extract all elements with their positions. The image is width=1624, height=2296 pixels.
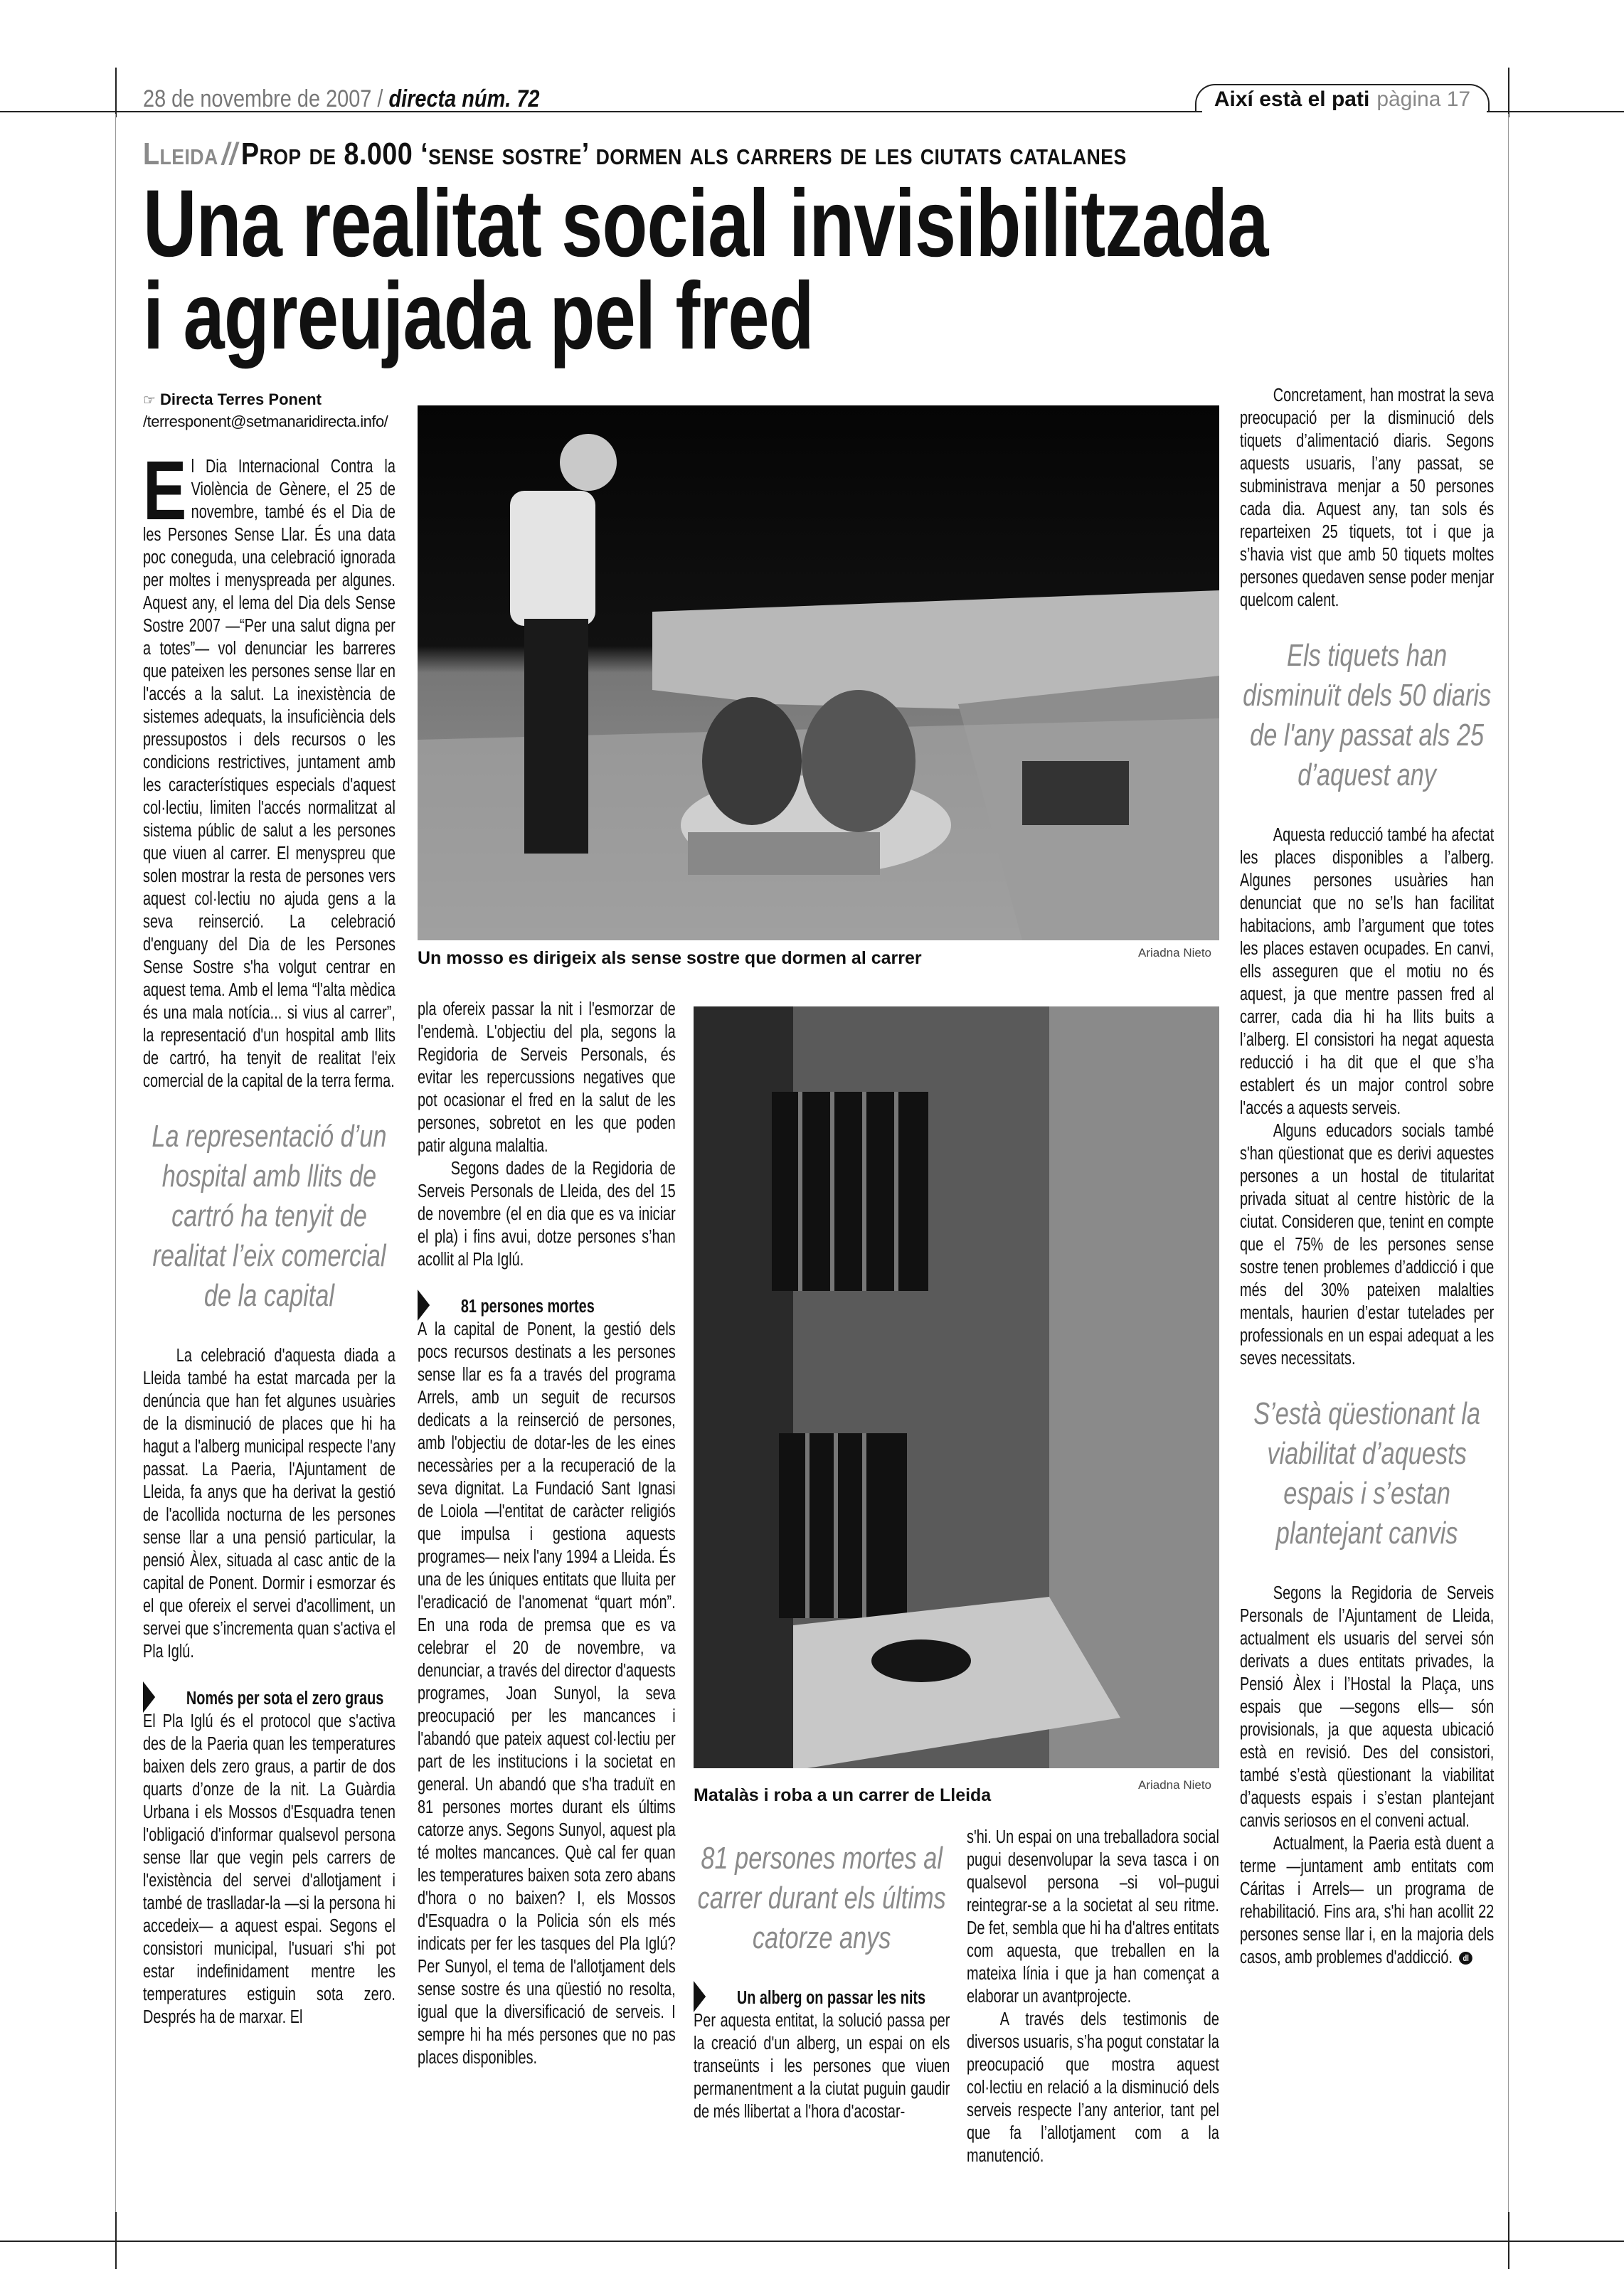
hand-pointer-icon: ☞ [143,393,156,408]
photo-caption: Un mosso es dirigeix als sense sostre que dormen al carrer [418,948,922,968]
body-paragraph: Segons la Regidoria de Serveis Personals de l’Ajuntament de Lleida, actualment els usuaris del servei són derivats a dues entitats privades, la Pensió Àlex i l’Hostal la Plaça, uns espais que —segons ells— són provisionals, ja que aquesta ubicació està en revisió. Des del consistori, també s’està qüestionant la viabilitat d’aquests espais i s’estan plantejant canvis seriosos en el conveni actual. [1240,1583,1495,1831]
body-paragraph: Concretament, han mostrat la seva preocupació per la disminució dels tiquets d’alimentació diaris. Segons aquests usuaris, l’any passat, se subministrava menjar a 50 persones cada dia. Aquest any, tan sols és reparteixen 25 tiquets, tot i que ja s’havia vist que amb 50 tiquets moltes persones quedaven sense poder menjar quelcom calent. [1240,386,1495,610]
body-paragraph: Per aquesta entitat, la solució passa per la creació d'un alberg, un espai on els transeünts i les persones que viuen permanentment a la ciutat puguin gaudir de més llibertat a l'hora d'acostar- [694,2011,950,2122]
header-rule [1487,111,1624,112]
body-paragraph: pla ofereix passar la nit i l'esmorzar de l'endemà. L'objectiu del pla, segons la Regidoria de Serveis Personals, és evitar les repercussions negatives que pot ocasionar el fred en la salut de les persones, sobretot en les que poden patir alguna malaltia. [418,999,676,1156]
section-tab [1195,84,1490,112]
crop-mark [115,68,117,117]
kicker-text: Prop de 8.000 ‘sense sostre’ dormen als carrers de les ciutats catalanes [240,137,1127,171]
article-column-4 [967,1826,1219,2167]
page-number: pàgina 17 [1376,87,1471,111]
headline [143,171,1268,369]
crop-mark [1508,2212,1509,2269]
body-paragraph: El Dia Internacional Contra la Violència de Gènere, el 25 de novembre, també és el Dia de les Persones Sense Llar. És una data poc coneguda, una celebració ignorada per moltes i menyspreada per algunes. Aquest any, el lema del Dia dels Sense Sostre 2007 —“Per una salut digna per a totes”— vol denunciar les barreres que pateixen les persones sense llar en l'accés a la salut. La inexistència de sistemes adequats, la insuficiència dels pressupostos i dels recursos o les condicions restrictives, juntament amb les característiques especials d'aquest col·lectiu, limiten l'accés normalitzat al sistema públic de salut a les persones que viuen al carrer. El menyspreu que solen mostrar la resta de persones vers aquest col·lectiu no ajuda gens a la seva reinserció. La celebració d'enguany del Dia de les Persones Sense Sostre s'ha volgut centrar en aquest tema. Amb el lema “l'alta mèdica és una mala notícia... si vius al carrer”, la representació d'un hospital amb llits de cartró, ha tenyit de realitat l'eix comercial de la capital de la terra ferma. [143,444,396,1091]
article-column-2 [418,998,676,2069]
right-margin-line [1508,114,1509,2219]
body-paragraph: La celebració d'aquesta diada a Lleida també ha estat marcada per la denúncia que han fet algunes usuàries de la disminució de places que hi ha hagut a l'alberg municipal respecte l'any passat. La Paeria, l'Ajuntament de Lleida, fa anys que ha derivat la gestió de l'acollida nocturna de les persones sense llar a una pensió particular, la pensió Àlex, situada al casc antic de la capital de Ponent. Dormir i esmorzar és el que ofereix el servei d'acolliment, un servei que s’incrementa quan s'activa el Pla Iglú. [143,1346,396,1662]
left-margin-line [115,114,116,2219]
byline-email[interactable]: /terresponent@setmanaridirecta.info/ [143,413,388,430]
body-paragraph: A través dels testimonis de diversos usuaris, s’ha pogut constatar la preocupació que mostra aquest col·lectiu en relació a la disminució dels serveis respecte l’any anterior, tant pel que fa l’allotjament com a la manutenció. [967,2009,1219,2166]
triangle-bullet-icon [694,1981,706,2012]
photo-credit: Ariadna Nieto [1138,946,1212,960]
crop-mark [1508,68,1509,117]
drop-cap: E [143,444,187,538]
body-paragraph: Aquesta reducció també ha afectat les places disponibles a l’alberg. Algunes persones usuàries han denunciat que no se’ls han facilitat habitacions, amb l’argument que totes les places estaven ocupades. En canvi, ells asseguren que el motiu no és aquest, ja que mentre passen fred al carrer, cada dia hi ha llits buits a l’alberg. El consistori ha negat aquesta reducció i ha dit que el que s’ha establert és un major control sobre l'accés a aquests serveis. [1240,825,1495,1118]
crop-mark [115,2212,117,2269]
subheading: Només per sota el zero graus [143,1687,396,1710]
issue-number: directa núm. 72 [388,85,540,112]
byline [143,389,388,432]
triangle-bullet-icon [418,1290,430,1321]
headline-line-2: i agreujada pel fred [143,263,814,369]
byline-author: Directa Terres Ponent [159,390,322,408]
photo-police-homeless [418,405,1219,940]
issue-date: 28 de novembre de 2007 / [143,85,383,112]
pull-quote: La representació d’un hospital amb llits de cartró ha tenyit de realitat l’eix comercial de la capital [152,1119,387,1313]
body-paragraph: Actualment, la Paeria està duent a terme —juntament amb entitats com Cáritas i Arrels— un programa de rehabilitació. Fins ara, s'hi han acollit 22 persones sense llar i, en la majoria dels casos, amb problemes d'addicció. dl [1240,1834,1495,1967]
issue-info [143,85,539,113]
footer-rule [0,2241,1624,2242]
body-paragraph: s'hi. Un espai on una treballadora social pugui desenvolupar la seva tasca i on qualsevol persona –si vol–pugui reintegrar-se a la societat al seu ritme. De fet, sembla que hi ha d'altres entitats com aquesta, que treballen en la mateixa línia i que ja han començat a elaborar un avantprojecte. [967,1827,1219,2007]
triangle-bullet-icon [143,1681,155,1713]
kicker [143,137,1127,172]
section-name: Així està el pati [1214,87,1370,111]
pull-quote: 81 persones mortes al carrer durant els últims catorze anys [697,1841,946,1955]
body-paragraph: El Pla Iglú és el protocol que s'activa des de la Paeria quan les temperatures baixen dels zero graus, a partir de dos quarts d’onze de la nit. La Guàrdia Urbana i els Mossos d'Esquadra tenen l'obligació d'informar qualsevol persona sense llar que vegin pels carrers de l'existència del servei d'allotjament i també de traslladar-la —si la persona hi accedeix— a aquest espai. Segons el consistori municipal, l'usuari s'hi pot estar indefinidament mentre les temperatures estiguin sota zero. Després ha de marxar. El [143,1711,396,2027]
article-column-3 [694,1839,950,2123]
body-paragraph: A la capital de Ponent, la gestió dels pocs recursos destinats a les persones sense llar es fa a través del programa Arrels, amb un seguit de recursos dedicats a la reinserció de persones, amb l'objectiu de dotar-les de les eines necessàries per a la recuperació de la seva dignitat. La Fundació Sant Ignasi de Loiola —l'entitat de caràcter religiós que impulsa i gestiona aquests programes— neix l'any 1994 a Lleida. És una de les úniques entitats que lluita per l'eradicació de l'anomenat “quart món”. En una roda de premsa que es va celebrar el 20 de novembre, va denunciar, a través del director d'aquests programes, Joan Sunyol, la seva preocupació per les mancances i l'abandó que pateix aquest col·lectiu per part de les institucions i la societat en general. Un abandó que s'ha traduït en 81 persones mortes durant els últims catorze anys. Segons Sunyol, aquest pla té moltes mancances. Què cal fer quan les temperatures baixen sota zero abans d'hora o no baixen? I, els Mossos d'Esquadra o la Policia són els més indicats per fer les tasques del Pla Iglú? Per Sunyol, el tema de l'allotjament dels sense sostre és una qüestió no resolta, igual que la diversificació de serveis. I sempre hi ha més persones que no pas places disponibles. [418,1319,676,2068]
end-mark-icon: dl [1459,1952,1472,1965]
subheading: 81 persones mortes [418,1295,676,1318]
kicker-city: Lleida [143,137,218,171]
photo-caption: Matalàs i roba a un carrer de Lleida [694,1785,992,1805]
photo-mattress-street [694,1006,1219,1768]
article-column-1 [143,444,396,2029]
pull-quote: S’està qüestionant la viabilitat d’aquests espais i s’estan plantejant canvis [1253,1396,1480,1551]
body-paragraph: Alguns educadors socials també s'han qüestionat que es derivi aquestes persones a un hostal de titularitat privada situat al centre històric de la ciutat. Consideren que, tenint en compte que el 75% de les persones sense sostre tenen problemes d’addicció i que més del 30% pateixen malalties mentals, haurien d’estar tutelades per professionals en un espai adequat a les seves necessitats. [1240,1121,1495,1368]
pull-quote: Els tiquets han disminuït dels 50 diaris de l'any passat als 25 d’aquest any [1243,638,1492,792]
headline-line-1: Una realitat social invisibilitzada [143,171,1268,277]
subheading: Un alberg on passar les nits [694,1987,950,2009]
kicker-separator: // [221,137,238,171]
photo-credit: Ariadna Nieto [1138,1778,1212,1792]
body-paragraph: Segons dades de la Regidoria de Serveis Personals de Lleida, des del 15 de novembre (el en dia que es va iniciar el pla) i fins avui, dotze persones s’han acollit al Pla Iglú. [418,1159,676,1270]
article-column-5 [1240,384,1494,1969]
